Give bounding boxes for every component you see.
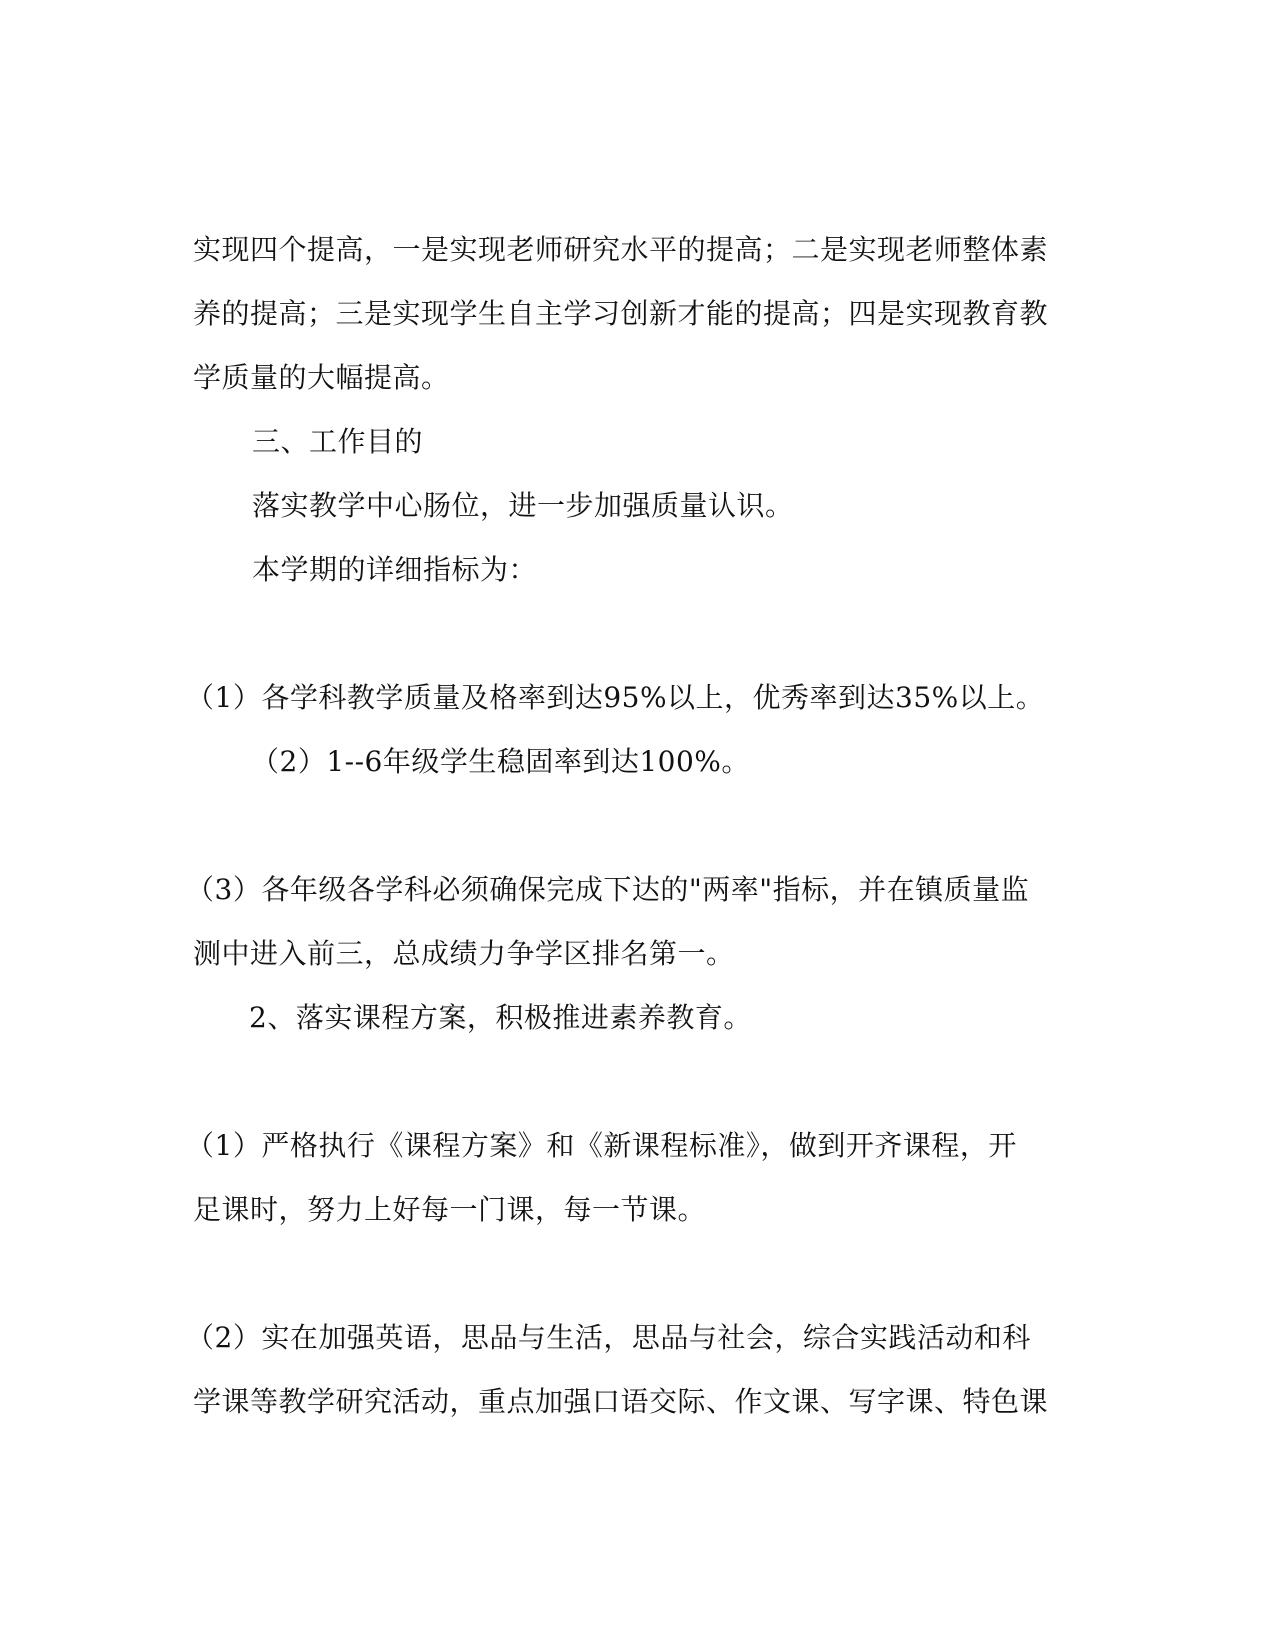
body-text-line: 学质量的大幅提高。 xyxy=(193,361,450,394)
list-item: （2）实在加强英语，思品与生活，思品与社会，综合实践活动和科 xyxy=(186,1321,1031,1354)
body-text-line: 养的提高；三是实现学生自主学习创新才能的提高；四是实现教育教 xyxy=(193,297,1049,330)
section-heading: 三、工作目的 xyxy=(252,425,424,458)
list-item-continuation: 足课时，努力上好每一门课，每一节课。 xyxy=(193,1193,707,1226)
list-item: （1）各学科教学质量及格率到达95%以上，优秀率到达35%以上。 xyxy=(186,681,1045,714)
list-item-continuation: 学课等教学研究活动，重点加强口语交际、作文课、写字课、特色课 xyxy=(193,1385,1049,1418)
list-item: （3）各年级各学科必须确保完成下达的"两率"指标，并在镇质量监 xyxy=(186,873,1030,906)
body-text-line: 本学期的详细指标为： xyxy=(252,553,538,586)
list-item: （2）1--6年级学生稳固率到达100%。 xyxy=(251,745,750,778)
list-item-continuation: 测中进入前三，总成绩力争学区排名第一。 xyxy=(193,937,735,970)
subsection-heading: 2、落实课程方案，积极推进素养教育。 xyxy=(249,1001,752,1034)
body-text-line: 落实教学中心肠位，进一步加强质量认识。 xyxy=(252,489,794,522)
body-text-line: 实现四个提高，一是实现老师研究水平的提高；二是实现老师整体素 xyxy=(193,233,1049,266)
list-item: （1）严格执行《课程方案》和《新课程标准》，做到开齐课程，开 xyxy=(186,1129,1017,1162)
